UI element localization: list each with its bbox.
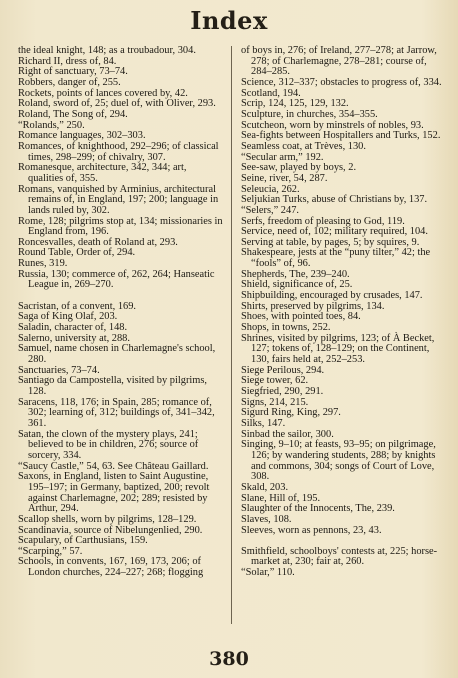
- index-entry: Siege Perilous, 294.: [241, 364, 325, 376]
- index-entry: Runes, 319.: [18, 258, 68, 270]
- index-entry: Shrines, visited by pilgrims, 123; of À Becket, 127; tokens of, 128–129; on the Continent, 130, fairs held at, 252–253.: [241, 332, 435, 366]
- index-entry: Shipbuilding, encouraged by crusades, 147.: [241, 290, 423, 302]
- index-entry: Robbers, danger of, 255.: [18, 76, 121, 88]
- index-entry: Romances, of knighthood, 292–296; of classical times, 298–299; of chivalry, 307.: [18, 140, 219, 163]
- index-entry: “Selers,” 247.: [241, 204, 299, 216]
- index-entry: Serfs, freedom of pleasing to God, 119.: [241, 215, 405, 227]
- index-entry: See-saw, played by boys, 2.: [241, 162, 357, 174]
- index-entry: Roland, sword of, 25; duel of, with Oliver, 293.: [18, 98, 216, 110]
- index-entry: Singing, 9–10; at feasts, 93–95; on pilgrimage, 126; by wandering students, 288; by knights and commons, 304; songs of Court of Love, 308.: [241, 439, 436, 483]
- index-entry: Scrip, 124, 125, 129, 132.: [241, 98, 349, 110]
- index-entry: Shirts, preserved by pilgrims, 134.: [241, 300, 385, 312]
- index-entry: Sleeves, worn as pennons, 23, 43.: [241, 524, 382, 536]
- index-entry: Siege tower, 62.: [241, 375, 309, 387]
- index-entry: Shoes, with pointed toes, 84.: [241, 311, 361, 323]
- column-divider: [231, 46, 232, 624]
- index-entry: Right of sanctuary, 73–74.: [18, 66, 128, 78]
- index-entry: Richard II, dress of, 84.: [18, 55, 117, 67]
- index-entry: Sacristan, of a convent, 169.: [18, 300, 137, 312]
- index-entry: Saracens, 118, 176; in Spain, 285; romance of, 302; learning of, 312; buildings of, 341–342, 361.: [18, 396, 215, 429]
- index-entry: Serving at table, by pages, 5; by squires, 9.: [241, 236, 420, 248]
- index-entry: Saga of King Olaf, 203.: [18, 311, 118, 323]
- index-entry: Sanctuaries, 73–74.: [18, 364, 100, 376]
- index-entry: Science, 312–337; obstacles to progress of, 334.: [241, 76, 442, 88]
- index-entry: Roncesvalles, death of Roland at, 293.: [18, 236, 178, 248]
- index-entry: Slane, Hill of, 195.: [241, 492, 321, 504]
- index-column-left: [18, 46, 223, 579]
- index-entry: Rome, 128; pilgrims stop at, 134; missionaries in England from, 196.: [18, 215, 223, 238]
- index-entry: “Solar,” 110.: [241, 567, 295, 579]
- index-entry: Satan, the clown of the mystery plays, 241; believed to be in children, 276; source of sorcery, 334.: [18, 428, 199, 461]
- index-entry: Romanesque, architecture, 342, 344; art, qualities of, 355.: [18, 162, 187, 184]
- index-entry: Samuel, name chosen in Charlemagne's school, 280.: [18, 343, 216, 366]
- page-number: 380: [209, 648, 249, 670]
- index-entry: the ideal knight, 148; as a troubadour, 304.: [18, 45, 196, 56]
- index-entry: Seljukian Turks, abuse of Christians by, 137.: [241, 194, 428, 206]
- index-entry: Roland, The Song of, 294.: [18, 108, 128, 120]
- index-entry: Shepherds, The, 239–240.: [241, 268, 350, 280]
- index-entry: Skald, 203.: [241, 481, 289, 493]
- index-entry: Scapulary, of Carthusians, 159.: [18, 535, 148, 547]
- index-entry: “Secular arm,” 192.: [241, 151, 324, 163]
- index-entry: Shops, in towns, 252.: [241, 322, 331, 334]
- index-entry: Scallop shells, worn by pilgrims, 128–129.: [18, 513, 197, 525]
- index-entry: Silks, 147.: [241, 417, 286, 429]
- index-entry: Siegfried, 290, 291.: [241, 386, 324, 397]
- index-entry: Smithfield, schoolboys' contests at, 225; horse-market at, 230; fair at, 260.: [241, 545, 438, 568]
- index-entry: Seine, river, 54, 287.: [241, 172, 328, 184]
- index-entry: Slaves, 108.: [241, 513, 292, 525]
- index-entry: Seamless coat, at Trèves, 130.: [241, 140, 366, 152]
- index-entry: Saxons, in England, listen to Saint Augustine, 195–197; in Germany, baptized, 200; revolt against Charlemagne, 202; 289; resisted by Arthur, 294.: [18, 471, 210, 515]
- index-entry: Saladin, character of, 148.: [18, 322, 128, 334]
- index-entry: Romans, vanquished by Arminius, architectural remains of, in England, 197; 200; language in lands ruled by, 302.: [18, 183, 219, 216]
- index-entry: Salerno, university at, 288.: [18, 332, 130, 344]
- index-entry: Sea-fights between Hospitallers and Turks, 152.: [241, 130, 441, 142]
- index-entry: Shakespeare, jests at the “puny tilter,” 42; the “fools” of, 96.: [241, 247, 431, 270]
- index-entry: Seleucia, 262.: [241, 183, 300, 195]
- index-entry: “Rolands,” 250.: [18, 119, 85, 131]
- index-entry: Santiago da Campostella, visited by pilgrims, 128.: [18, 375, 208, 397]
- index-entry: Scandinavia, source of Nibelungenlied, 290.: [18, 524, 203, 536]
- index-entry: Scotland, 194.: [241, 87, 301, 99]
- index-entry: Rockets, points of lances covered by, 42.: [18, 87, 188, 99]
- index-entry: Round Table, Order of, 294.: [18, 247, 136, 259]
- index-entry: Sinbad the sailor, 300.: [241, 428, 334, 440]
- page-title: Index: [190, 6, 268, 35]
- index-entry: “Saucy Castle,” 54, 63. See Château Gaillard.: [18, 460, 209, 472]
- index-entry: Signs, 214, 215.: [241, 396, 309, 408]
- index-entry: Schools, in convents, 167, 169, 173, 206; of London churches, 224–227; 268; flogging: [18, 556, 204, 579]
- index-entry: Russia, 130; commerce of, 262, 264; Hanseatic League in, 269–270.: [18, 268, 215, 291]
- index-entry: Slaughter of the Innocents, The, 239.: [241, 503, 395, 515]
- index-entry: Romance languages, 302–303.: [18, 130, 146, 142]
- index-entry: of boys in, 276; of Ireland, 277–278; at Jarrow, 278; of Charlemagne, 278–281; course of, 284–285.: [241, 45, 437, 78]
- index-entry: Sculpture, in churches, 354–355.: [241, 108, 378, 120]
- index-entry: Sigurd Ring, King, 297.: [241, 407, 341, 419]
- index-entry: Scutcheon, worn by minstrels of nobles, 93.: [241, 119, 424, 131]
- index-column-right: [241, 46, 446, 579]
- index-entry: Service, need of, 102; military required, 104.: [241, 226, 428, 238]
- index-entry: “Scarping,” 57.: [18, 545, 83, 557]
- index-entry: Shield, significance of, 25.: [241, 279, 353, 291]
